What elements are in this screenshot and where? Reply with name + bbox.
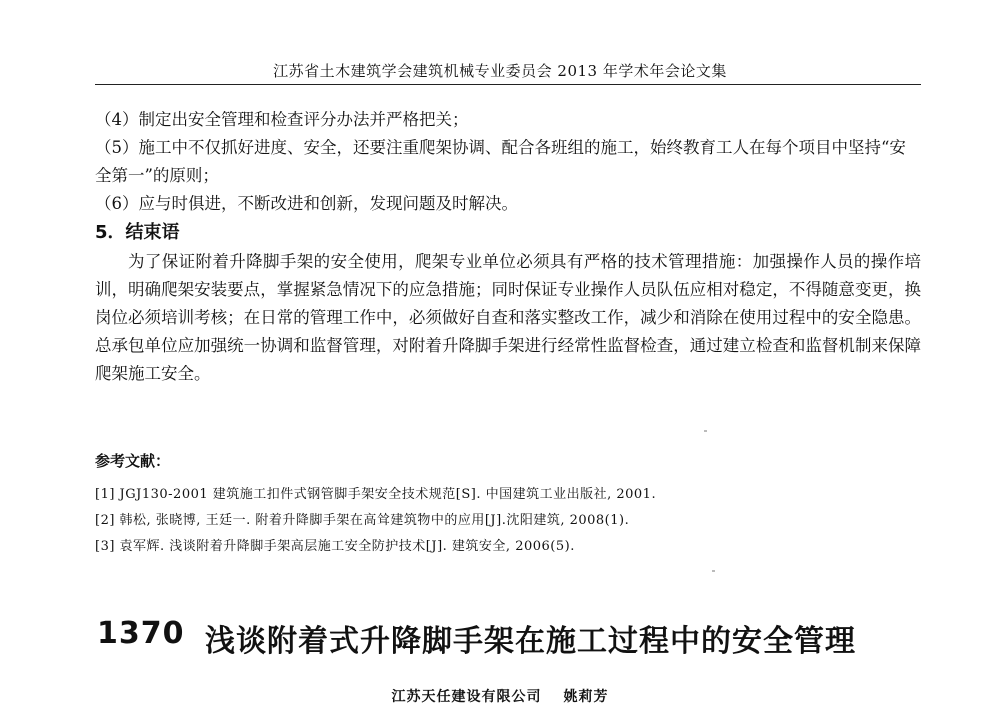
- header-rule: [95, 84, 921, 85]
- scan-speck: [704, 430, 707, 432]
- author-affiliation: 江苏天任建设有限公司: [391, 689, 542, 705]
- conclusion-paragraph: 为了保证附着升降脚手架的安全使用，爬架专业单位必须具有严格的技术管理措施：加强操作人员的操作培训，明确爬架安装要点，掌握紧急情况下的应急措施；同时保证专业操作人员队伍应相对稳定，不得随意变更，换岗位必须培训考核；在日常的管理工作中，必须做好自查和落实整改工作，减少和消除在使用过程中的安全隐患。总承包单位应加强统一协调和监督管理，对附着升降脚手架进行经常性监督检查，通过建立检查和监督机制来保障爬架施工安全。: [95, 252, 921, 383]
- list-item: （5）施工中不仅抓好进度、安全，还要注重爬架协调、配合各班组的施工，始终教育工人在每个项目中坚持“安全第一”的原则；: [95, 138, 906, 185]
- author-line: [0, 686, 1000, 706]
- references-title: 参考文献：: [95, 452, 171, 470]
- section-heading: 5．结束语: [95, 222, 180, 243]
- running-header: 江苏省土木建筑学会建筑机械专业委员会 2013 年学术年会论文集: [273, 62, 727, 80]
- article-title: 浅谈附着式升降脚手架在施工过程中的安全管理: [205, 624, 856, 659]
- article-number: 1370: [97, 616, 185, 651]
- body-text: [95, 106, 921, 388]
- reference-item: [2] 韩松, 张晓博, 王廷一. 附着升降脚手架在高耸建筑物中的应用[J].沈阳建筑, 2008(1).: [95, 513, 630, 528]
- list-item: （4）制定出安全管理和检查评分办法并严格把关；: [95, 110, 469, 129]
- next-article-title-row: [97, 616, 917, 666]
- scan-speck: [712, 570, 715, 572]
- reference-list: [95, 482, 921, 560]
- reference-item: [3] 袁军辉. 浅谈附着升降脚手架高层施工安全防护技术[J]. 建筑安全, 2006(5).: [95, 539, 575, 554]
- author-name: 姚莉芳: [563, 689, 609, 705]
- reference-item: [1] JGJ130-2001 建筑施工扣件式钢管脚手架安全技术规范[S]. 中国建筑工业出版社, 2001.: [95, 487, 657, 502]
- list-item: （6）应与时俱进，不断改进和创新，发现问题及时解决。: [95, 194, 518, 213]
